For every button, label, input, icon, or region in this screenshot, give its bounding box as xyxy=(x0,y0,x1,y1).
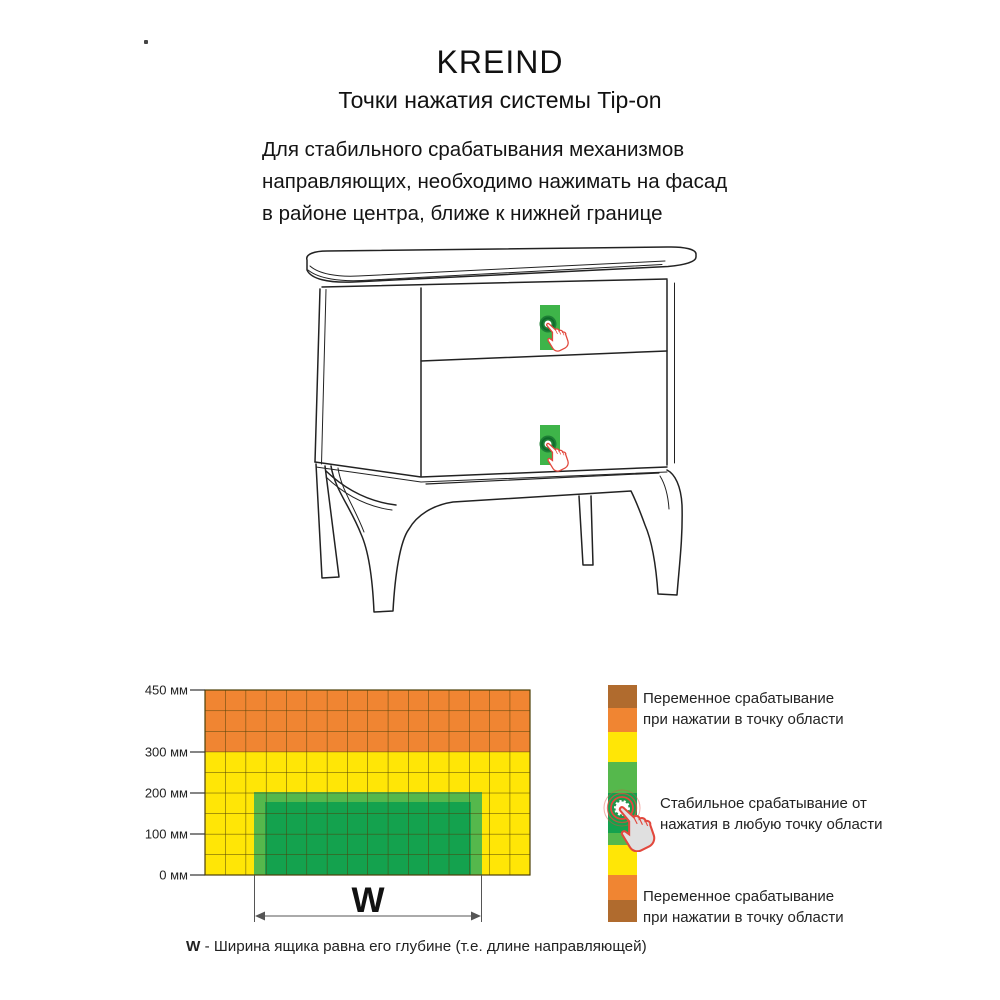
w-label: W xyxy=(351,881,385,920)
y-axis-ticks xyxy=(190,690,205,875)
y-tick-100: 100 мм xyxy=(144,826,188,842)
legend-entry-variable-bottom xyxy=(643,886,844,928)
legend-swatch-brown-top xyxy=(608,685,637,708)
y-tick-450: 450 мм xyxy=(144,682,188,698)
legend-entry-line: Переменное срабатывание xyxy=(643,888,835,905)
touch-point-bottom-drawer xyxy=(540,425,569,471)
cabinet-outline xyxy=(307,247,696,612)
tap-hand-icon xyxy=(620,807,654,851)
legend-tap-hand xyxy=(592,778,666,852)
brand-title: KREIND xyxy=(436,44,564,80)
legend-entry-line: Переменное срабатывание xyxy=(643,690,835,707)
intro-line-2: направляющих, необходимо нажимать на фасад xyxy=(262,170,728,193)
legend-entry-variable-top xyxy=(643,688,844,730)
y-tick-200: 200 мм xyxy=(144,785,188,801)
press-zone-chart xyxy=(140,668,610,968)
y-tick-300: 300 мм xyxy=(144,744,188,760)
legend-entry-stable xyxy=(660,793,883,835)
y-tick-0: 0 мм xyxy=(159,867,188,883)
chart-caption xyxy=(186,938,647,955)
intro-line-3: в районе центра, ближе к нижней границе xyxy=(262,202,663,225)
intro-paragraph xyxy=(262,134,727,230)
legend-entry-line: при нажатии в точку области xyxy=(643,711,844,728)
legend-swatch-orange-bottom xyxy=(608,875,637,900)
legend-swatch-orange-top xyxy=(608,708,637,732)
caption-w: W xyxy=(186,938,201,955)
nightstand-drawing xyxy=(195,243,715,628)
y-axis-labels xyxy=(145,683,188,883)
legend-entry-line: Стабильное срабатывание от xyxy=(660,795,867,812)
legend-entry-line: нажатия в любую точку области xyxy=(660,816,883,833)
w-arrowhead-left xyxy=(255,912,265,921)
grid-lines xyxy=(205,690,530,875)
intro-line-1: Для стабильного срабатывания механизмов xyxy=(262,138,685,161)
legend-swatch-yellow-top xyxy=(608,732,637,762)
legend-entry-line: при нажатии в точку области xyxy=(643,909,844,926)
page-title: Точки нажатия системы Tip-on xyxy=(338,87,662,113)
caption-text: - Ширина ящика равна его глубине (т.е. длине направляющей) xyxy=(200,938,647,955)
legend-swatch-brown-bottom xyxy=(608,900,637,922)
touch-point-top-drawer xyxy=(540,305,569,351)
w-arrowhead-right xyxy=(471,912,481,921)
